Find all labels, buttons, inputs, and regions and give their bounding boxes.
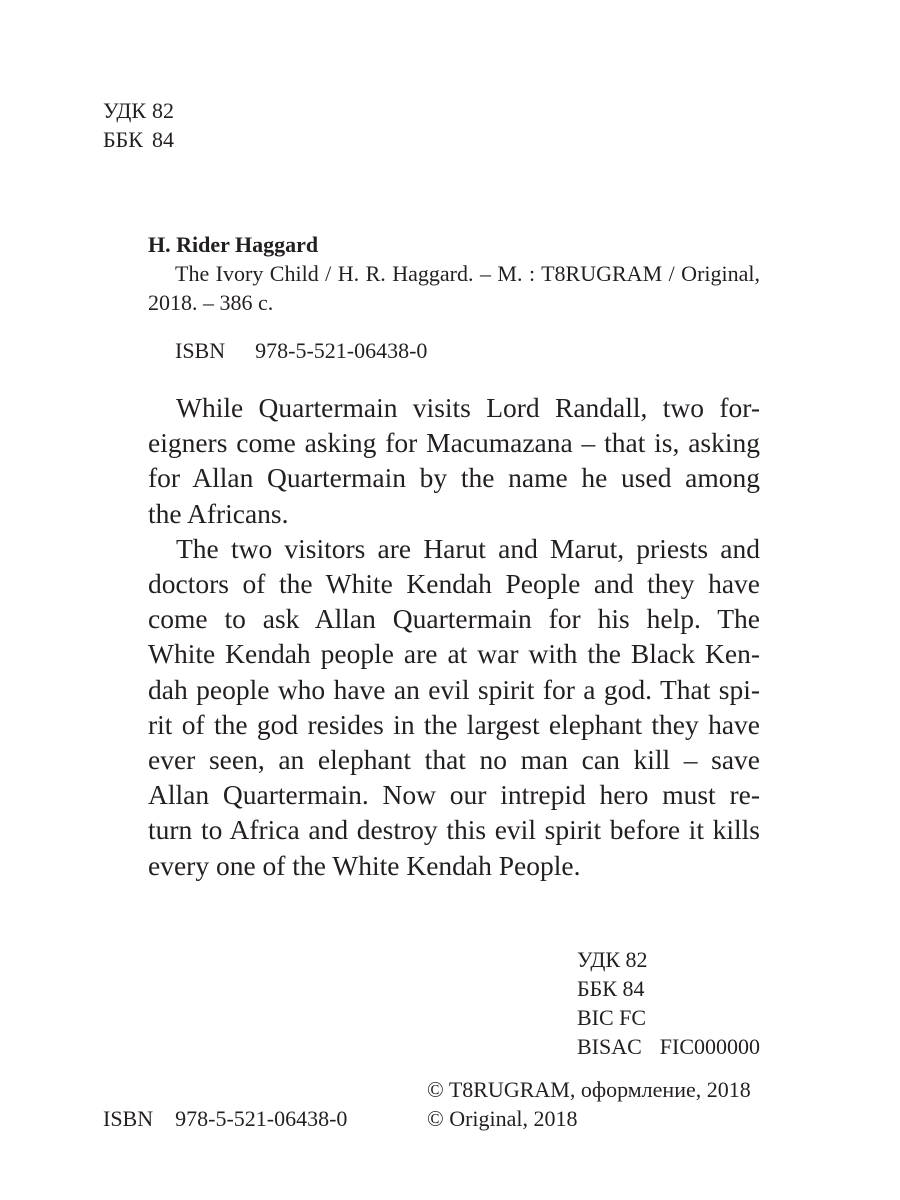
header-classification-codes [103, 96, 174, 154]
bisac-code [577, 1032, 760, 1061]
footer-isbn [103, 1104, 347, 1133]
copyright-original: © Original, 2018 [427, 1106, 578, 1131]
annotation-line: The two visitors are Harut and Marut, priests and [176, 532, 760, 564]
annotation-line: eigners come asking for Macumazana – that is, asking [148, 427, 760, 459]
bibliographic-description: The Ivory Child / H. R. Haggard. – M. : T8RUGRAM / Original, 2018. – 386 c. [148, 261, 760, 315]
annotation-paragraph-2 [148, 531, 760, 883]
classification-codes [577, 945, 760, 1061]
annotation-line: White Kendah people are at war with the Black Ken- [148, 638, 760, 670]
annotation-line: dah people who have an evil spirit for a god. That spi- [148, 673, 760, 705]
annotation-line: doctors of the White Kendah People and they have [148, 568, 760, 600]
udk-label: УДК [103, 98, 147, 123]
annotation-line: come to ask Allan Quartermain for his help. The [148, 603, 760, 635]
isbn-number: 978-5-521-06438-0 [255, 338, 428, 363]
annotation-line: Allan Quartermain. Now our intrepid hero must re- [148, 779, 760, 811]
annotation-line: ever seen, an elephant that no man can kill – save [148, 744, 760, 776]
bbk-value: 84 [152, 127, 174, 152]
bbk-label: ББК [103, 127, 143, 152]
author-name: H. Rider Haggard [148, 232, 319, 257]
annotation-line: turn to Africa and destroy this evil spirit before it kills [148, 814, 760, 846]
book-annotation [148, 390, 760, 883]
footer-isbn-label: ISBN [103, 1106, 154, 1131]
bisac-label: BISAC [577, 1034, 642, 1059]
copyright-design: © T8RUGRAM, оформление, 2018 [427, 1077, 751, 1102]
bibliographic-record [148, 230, 760, 317]
copyright-notices [427, 1075, 751, 1133]
isbn-label: ISBN [175, 338, 226, 363]
annotation-line: every one of the White Kendah People. [148, 849, 581, 881]
annotation-line: While Quartermain visits Lord Randall, two for- [176, 392, 760, 423]
udk-value: 82 [152, 98, 174, 123]
bbk-code: ББК 84 [577, 976, 645, 1001]
annotation-line: the Africans. [148, 497, 289, 529]
bbk-row [103, 125, 174, 154]
bic-code: BIC FC [577, 1005, 647, 1030]
udk-code: УДК 82 [577, 947, 648, 972]
annotation-line: for Allan Quartermain by the name he used among [148, 462, 760, 494]
annotation-paragraph-1 [148, 390, 760, 531]
isbn-line [175, 336, 427, 365]
annotation-line: rit of the god resides in the largest elephant they have [148, 708, 760, 740]
bisac-value: FIC000000 [659, 1034, 761, 1059]
footer-isbn-number: 978-5-521-06438-0 [175, 1106, 348, 1131]
udk-row [103, 96, 174, 125]
